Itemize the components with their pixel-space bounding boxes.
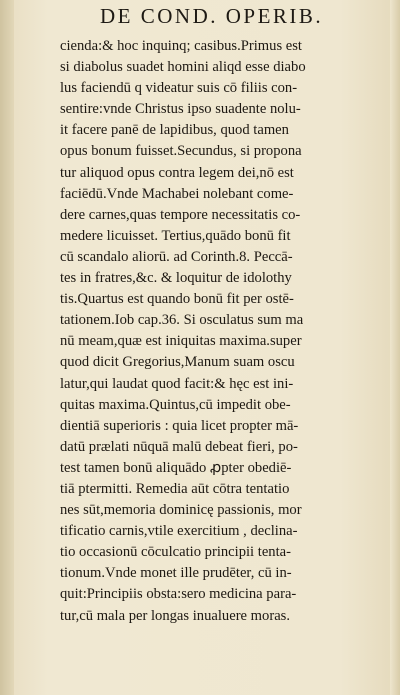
text-line: quitas maxima.Quintus,cū impedit obe- — [60, 396, 291, 413]
text-line: datū prælati nūquā malū debeat fieri, po- — [60, 438, 298, 455]
text-line: si diabolus suadet homini aliqd esse diabo — [60, 59, 306, 76]
text-line: tes in fratres,&c. & loquitur de idolothy — [60, 270, 292, 287]
text-line: tur aliquod opus contra legem dei,nō est — [60, 164, 294, 181]
page-edge — [390, 0, 400, 695]
body-text — [60, 36, 382, 627]
text-line: sentire:vnde Christus ipso suadente nolu- — [60, 101, 301, 118]
text-line: dientiā superioris : quia licet propter mā- — [60, 417, 299, 434]
running-header: DE COND. OPERIB. — [100, 4, 324, 28]
text-line: quit:Principiis obsta:sero medicina para- — [60, 586, 297, 603]
text-line: tis.Quartus est quando bonū fit per ostē- — [60, 291, 294, 308]
text-line: cienda:& hoc inquinq; casibus.Primus est — [60, 38, 302, 54]
text-line: tionum.Vnde monet ille prudēter, cū in- — [60, 565, 292, 582]
text-line: opus bonum fuisset.Secundus, si propona — [60, 143, 302, 160]
text-line: latur,qui laudat quod facit:& hęc est ini- — [60, 375, 294, 392]
text-line: tationem.Iob cap.36. Si osculatus sum ma — [60, 312, 304, 329]
text-line: faciēdū.Vnde Machabei nolebant come- — [60, 185, 294, 202]
text-line: tio occasionū cōculcatio principii tenta- — [60, 544, 291, 561]
text-line: tificatio carnis,vtile exercitium , declina- — [60, 523, 298, 540]
page-gutter — [0, 0, 14, 695]
text-line: quod dicit Gregorius,Manum suam oscu — [60, 354, 295, 371]
text-line: cū scandalo aliorū. ad Corinth.8. Peccā- — [60, 248, 293, 265]
text-line: nū meam,quæ est iniquitas maxima.super — [60, 333, 302, 350]
text-line: tiā ptermitti. Remedia aūt cōtra tentatio — [60, 480, 290, 497]
text-line: medere licuisset. Tertius,quādo bonū fit — [60, 227, 291, 244]
text-line: tur,cū mala per longas inualuere moras. — [60, 607, 290, 624]
text-line: lus faciendū q videatur suis cō filiis con- — [60, 80, 298, 97]
text-line: test tamen bonū aliquādo ꝓpter obediē- — [60, 459, 292, 476]
text-line: nes sūt,memoria dominicę passionis, mor — [60, 502, 302, 519]
text-line: it facere panē de lapidibus, quod tamen — [60, 122, 289, 139]
text-line: dere carnes,quas tempore necessitatis co- — [60, 206, 301, 223]
